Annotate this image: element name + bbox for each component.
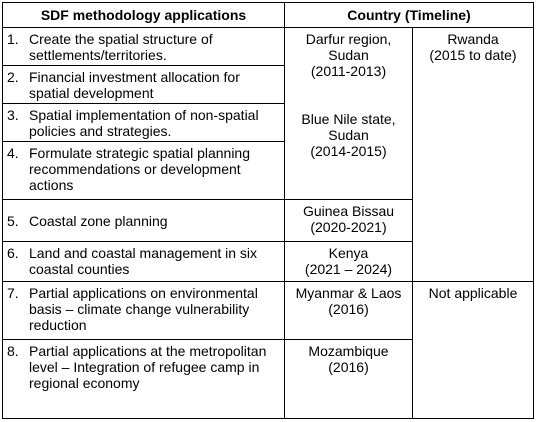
application-text: Coastal zone planning — [29, 212, 168, 229]
country-cell-kenya — [285, 242, 413, 282]
application-cell — [3, 282, 285, 340]
row-number: 4. — [7, 145, 19, 161]
country-timeline: (2014-2015) — [310, 143, 387, 159]
country-name: Myanmar & Laos — [295, 285, 402, 301]
table-row — [3, 28, 534, 66]
country-timeline: (2016) — [328, 301, 369, 317]
country-cell-guinea — [285, 200, 413, 242]
header-applications: SDF methodology applications — [3, 3, 285, 28]
application-cell — [3, 340, 285, 419]
country-name: Sudan — [328, 127, 369, 143]
country-timeline: (2011-2013) — [310, 63, 387, 79]
country-timeline: (2015 to date) — [429, 47, 517, 63]
country-name: Mozambique — [308, 343, 389, 359]
application-cell — [3, 142, 285, 200]
country-cell-not-applicable — [413, 282, 534, 419]
row-number: 6. — [7, 245, 19, 261]
application-cell — [3, 200, 285, 242]
table-row — [3, 282, 534, 340]
country-timeline: (2020-2021) — [310, 219, 387, 235]
country-name: Guinea Bissau — [302, 203, 395, 219]
country-name: Kenya — [328, 245, 369, 261]
table-header-row — [3, 3, 534, 28]
not-applicable-text: Not applicable — [428, 285, 518, 301]
row-number: 8. — [7, 343, 19, 359]
application-cell — [3, 28, 285, 66]
country-name: Sudan — [328, 47, 369, 63]
application-text: Financial investment allocation for spatial development — [29, 69, 240, 101]
country-name: Darfur region, — [305, 31, 392, 47]
country-timeline: (2021 – 2024) — [304, 261, 393, 277]
application-text: Create the spatial structure of settlements/territories. — [29, 31, 213, 63]
application-cell — [3, 66, 285, 104]
application-cell — [3, 242, 285, 282]
country-name: Blue Nile state, — [301, 111, 396, 127]
header-country: Country (Timeline) — [285, 3, 534, 28]
row-number: 3. — [7, 107, 19, 123]
country-cell-sudan — [285, 28, 413, 200]
sdf-applications-table — [2, 2, 534, 419]
row-number: 1. — [7, 31, 19, 47]
application-text: Spatial implementation of non-spatial policies and strategies. — [29, 107, 259, 139]
row-number: 7. — [7, 285, 19, 301]
country-timeline: (2016) — [328, 359, 369, 375]
row-number: 5. — [7, 212, 19, 229]
application-text: Land and coastal management in six coastal counties — [29, 245, 258, 277]
application-text: Partial applications at the metropolitan level – Integration of refugee camp in regional economy — [29, 343, 267, 391]
country-cell-mozambique — [285, 340, 413, 419]
country-cell-rwanda — [413, 28, 534, 282]
application-text: Partial applications on environmental basis – climate change vulnerability reduction — [29, 285, 258, 333]
country-name: Rwanda — [447, 31, 499, 47]
row-number: 2. — [7, 69, 19, 85]
application-cell — [3, 104, 285, 142]
country-cell-myanmar — [285, 282, 413, 340]
application-text: Formulate strategic spatial planning recommendations or development actions — [29, 145, 251, 193]
